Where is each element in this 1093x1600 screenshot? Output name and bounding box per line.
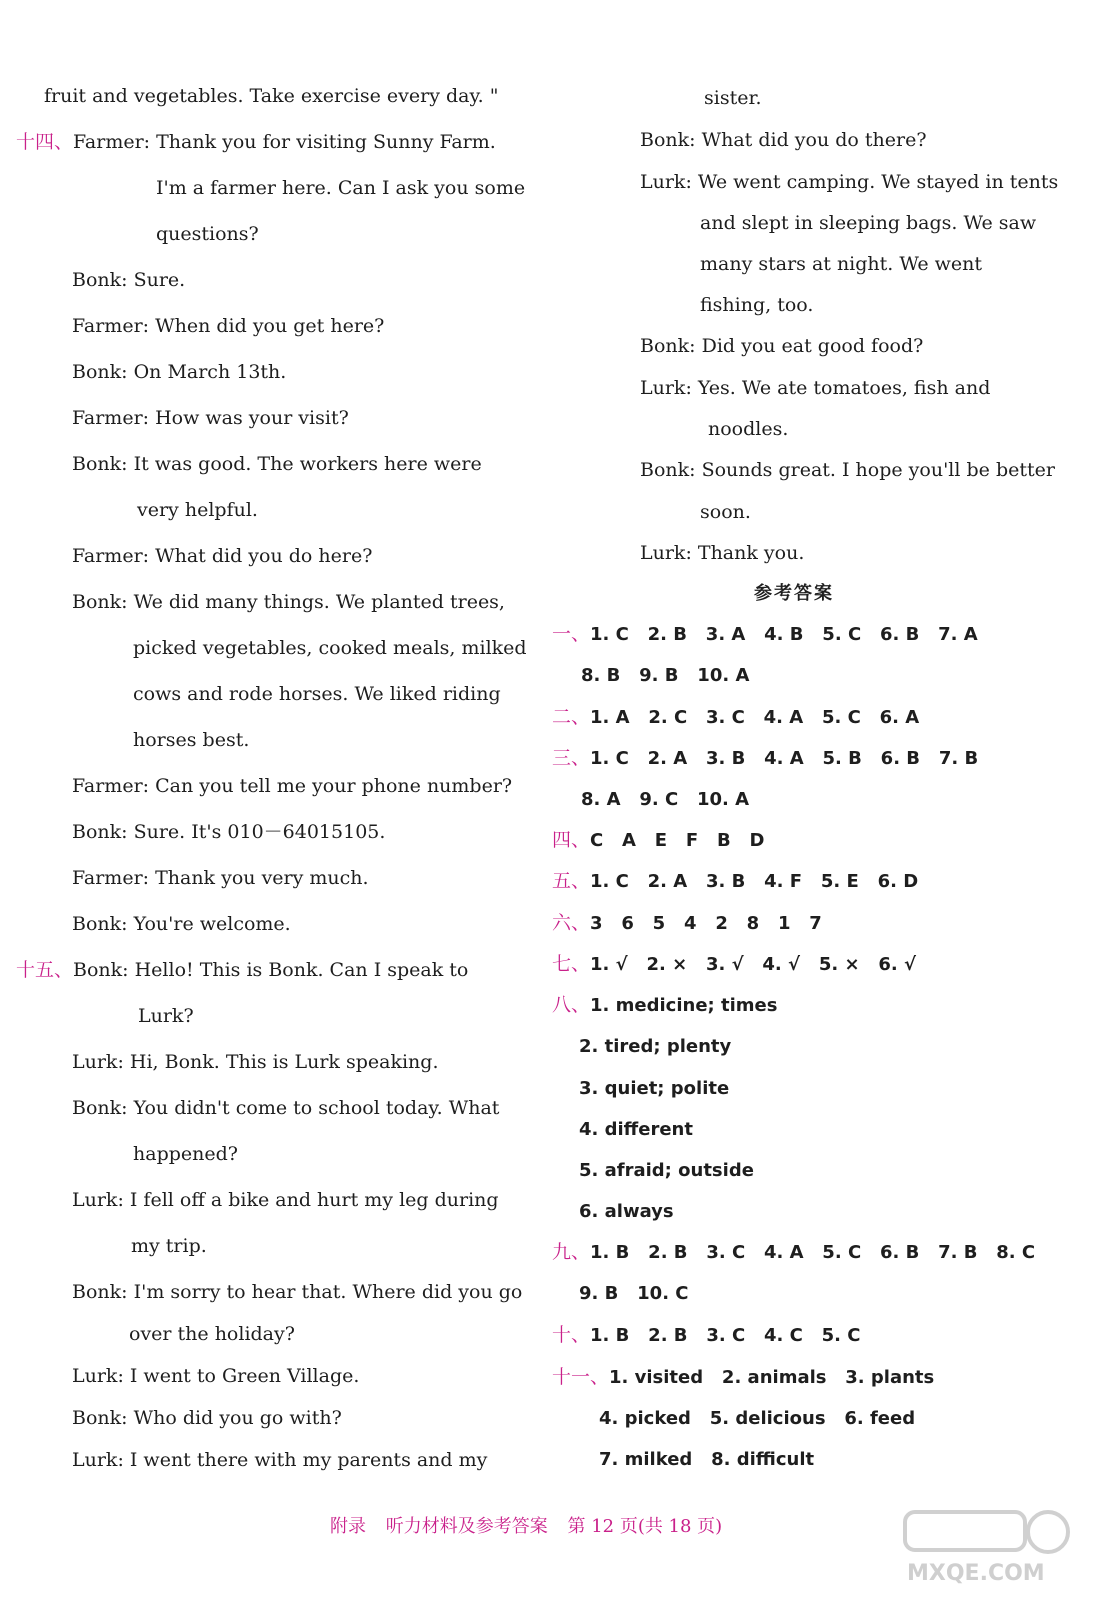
answer-row bbox=[552, 952, 916, 977]
answer-row bbox=[599, 1406, 915, 1431]
answer-row bbox=[552, 1240, 1035, 1265]
footer-section: 听力材料及参考答案 bbox=[385, 1516, 548, 1537]
answer-text: 6. always bbox=[579, 1201, 674, 1222]
answer-text: 7. milked 8. difficult bbox=[599, 1449, 815, 1470]
dialogue-line: Bonk: Sure. It's 010－64015105. bbox=[72, 821, 386, 843]
answer-row bbox=[552, 746, 978, 771]
watermark-logo bbox=[903, 1508, 1073, 1588]
answer-row bbox=[552, 993, 777, 1018]
dialogue-line: many stars at night. We went bbox=[700, 253, 983, 275]
answer-text: 1. √ 2. × 3. √ 4. √ 5. × 6. √ bbox=[590, 954, 916, 975]
dialogue-line: Farmer: What did you do here? bbox=[72, 545, 373, 567]
dialogue-line: Bonk: We did many things. We planted trees, bbox=[72, 591, 505, 613]
answer-row bbox=[581, 787, 749, 812]
dialogue-line: I'm a farmer here. Can I ask you some bbox=[156, 177, 526, 199]
answer-text: 1. B 2. B 3. C 4. A 5. C 6. B 7. B 8. C bbox=[590, 1242, 1036, 1263]
dialogue-line: cows and rode horses. We liked riding bbox=[133, 683, 501, 705]
answer-text: 1. C 2. B 3. A 4. B 5. C 6. B 7. A bbox=[590, 624, 978, 645]
answer-text: 3 6 5 4 2 8 1 7 bbox=[590, 913, 822, 934]
answer-row bbox=[599, 1447, 814, 1472]
dialogue-line: sister. bbox=[704, 87, 762, 109]
dialogue-line bbox=[16, 958, 468, 982]
section-number: 十五、 bbox=[16, 959, 74, 981]
dialogue-line: fruit and vegetables. Take exercise every day. " bbox=[44, 85, 499, 107]
answer-section-number: 十一、 bbox=[552, 1366, 610, 1388]
answer-section-number: 九、 bbox=[552, 1241, 591, 1263]
dialogue-line: noodles. bbox=[708, 418, 789, 440]
dialogue-line bbox=[16, 130, 496, 154]
answer-text: 1. B 2. B 3. C 4. C 5. C bbox=[590, 1325, 861, 1346]
answer-text: 1. C 2. A 3. B 4. F 5. E 6. D bbox=[590, 871, 919, 892]
answer-row bbox=[579, 1199, 674, 1224]
answer-text: 9. B 10. C bbox=[579, 1283, 689, 1304]
dialogue-line: over the holiday? bbox=[129, 1323, 295, 1345]
answer-section-number: 三、 bbox=[552, 747, 591, 769]
dialogue-line: horses best. bbox=[133, 729, 250, 751]
answer-text: 4. picked 5. delicious 6. feed bbox=[599, 1408, 916, 1429]
dialogue-line: Lurk? bbox=[138, 1005, 194, 1027]
dialogue-line: Lurk: We went camping. We stayed in tents bbox=[640, 171, 1059, 193]
dialogue-line: Lurk: Thank you. bbox=[640, 542, 805, 564]
answer-row bbox=[552, 1365, 934, 1390]
dialogue-line: Bonk: What did you do there? bbox=[640, 129, 927, 151]
answer-section-number: 六、 bbox=[552, 912, 591, 934]
dialogue-line: Bonk: You didn't come to school today. What bbox=[72, 1097, 500, 1119]
dialogue-line: Farmer: Thank you very much. bbox=[72, 867, 369, 889]
answer-section-number: 五、 bbox=[552, 870, 591, 892]
answer-text: 3. quiet; polite bbox=[579, 1078, 730, 1099]
answer-text: 5. afraid; outside bbox=[579, 1160, 754, 1181]
answer-section-number: 四、 bbox=[552, 829, 591, 851]
answer-row bbox=[579, 1117, 693, 1142]
section-number: 十四、 bbox=[16, 131, 74, 153]
dialogue-line: Bonk: Who did you go with? bbox=[72, 1407, 342, 1429]
answer-section-number: 八、 bbox=[552, 994, 591, 1016]
answer-text: 1. medicine; times bbox=[590, 995, 778, 1016]
answer-row bbox=[579, 1158, 754, 1183]
dialogue-line: Farmer: How was your visit? bbox=[72, 407, 349, 429]
dialogue-line: Bonk: It was good. The workers here were bbox=[72, 453, 482, 475]
dialogue-line: Bonk: Did you eat good food? bbox=[640, 335, 924, 357]
dialogue-line: fishing, too. bbox=[700, 294, 814, 316]
dialogue-line: Lurk: Hi, Bonk. This is Lurk speaking. bbox=[72, 1051, 439, 1073]
dialogue-line: happened? bbox=[133, 1143, 238, 1165]
answer-text: 1. C 2. A 3. B 4. A 5. B 6. B 7. B bbox=[590, 748, 979, 769]
dialogue-line: Lurk: Yes. We ate tomatoes, fish and bbox=[640, 377, 991, 399]
dialogue-line: Lurk: I went to Green Village. bbox=[72, 1365, 360, 1387]
dialogue-line: and slept in sleeping bags. We saw bbox=[700, 212, 1037, 234]
answer-row bbox=[552, 705, 919, 730]
answer-row bbox=[552, 828, 764, 853]
answer-text: 1. visited 2. animals 3. plants bbox=[609, 1367, 935, 1388]
dialogue-line: soon. bbox=[700, 501, 751, 523]
answer-text: 1. A 2. C 3. C 4. A 5. C 6. A bbox=[590, 707, 920, 728]
answer-section-number: 一、 bbox=[552, 623, 591, 645]
answer-text: 8. B 9. B 10. A bbox=[581, 665, 750, 686]
dialogue-line: my trip. bbox=[131, 1235, 207, 1257]
answer-text: 2. tired; plenty bbox=[579, 1036, 732, 1057]
dialogue-line: Bonk: You're welcome. bbox=[72, 913, 291, 935]
answer-row bbox=[579, 1076, 729, 1101]
dialogue-line: Bonk: On March 13th. bbox=[72, 361, 287, 383]
footer-page-number: 第 12 页(共 18 页) bbox=[567, 1516, 723, 1537]
answer-section-number: 十、 bbox=[552, 1324, 591, 1346]
dialogue-line: picked vegetables, cooked meals, milked bbox=[133, 637, 527, 659]
dialogue-line: Farmer: When did you get here? bbox=[72, 315, 385, 337]
answer-row bbox=[579, 1281, 689, 1306]
dialogue-line: Bonk: Sounds great. I hope you'll be better bbox=[640, 459, 1055, 481]
answer-row bbox=[579, 1034, 731, 1059]
answer-text: 4. different bbox=[579, 1119, 693, 1140]
footer-appendix: 附录 bbox=[330, 1516, 366, 1537]
watermark-text: MXQE.COM bbox=[907, 1561, 1045, 1586]
dialogue-line: Lurk: I fell off a bike and hurt my leg during bbox=[72, 1189, 499, 1211]
dialogue-line: very helpful. bbox=[137, 499, 258, 521]
page-footer bbox=[330, 1512, 790, 1538]
dialogue-line: Farmer: Can you tell me your phone number? bbox=[72, 775, 513, 797]
answer-row bbox=[552, 1323, 860, 1348]
dialogue-line: Bonk: Sure. bbox=[72, 269, 186, 291]
dialogue-line: questions? bbox=[156, 223, 259, 245]
answer-row bbox=[552, 869, 918, 894]
answer-row bbox=[552, 622, 978, 647]
answer-text: 8. A 9. C 10. A bbox=[581, 789, 750, 810]
dialogue-line: Lurk: I went there with my parents and my bbox=[72, 1449, 488, 1471]
answer-section-number: 七、 bbox=[552, 953, 591, 975]
dialogue-text: Farmer: Thank you for visiting Sunny Farm. bbox=[73, 131, 496, 153]
dialogue-text: Bonk: Hello! This is Bonk. Can I speak to bbox=[73, 959, 469, 981]
answer-row bbox=[581, 663, 749, 688]
dialogue-line: Bonk: I'm sorry to hear that. Where did you go bbox=[72, 1281, 523, 1303]
answer-row bbox=[552, 911, 822, 936]
answer-text: C A E F B D bbox=[590, 830, 765, 851]
answers-title: 参考答案 bbox=[754, 583, 834, 604]
answer-section-number: 二、 bbox=[552, 706, 591, 728]
